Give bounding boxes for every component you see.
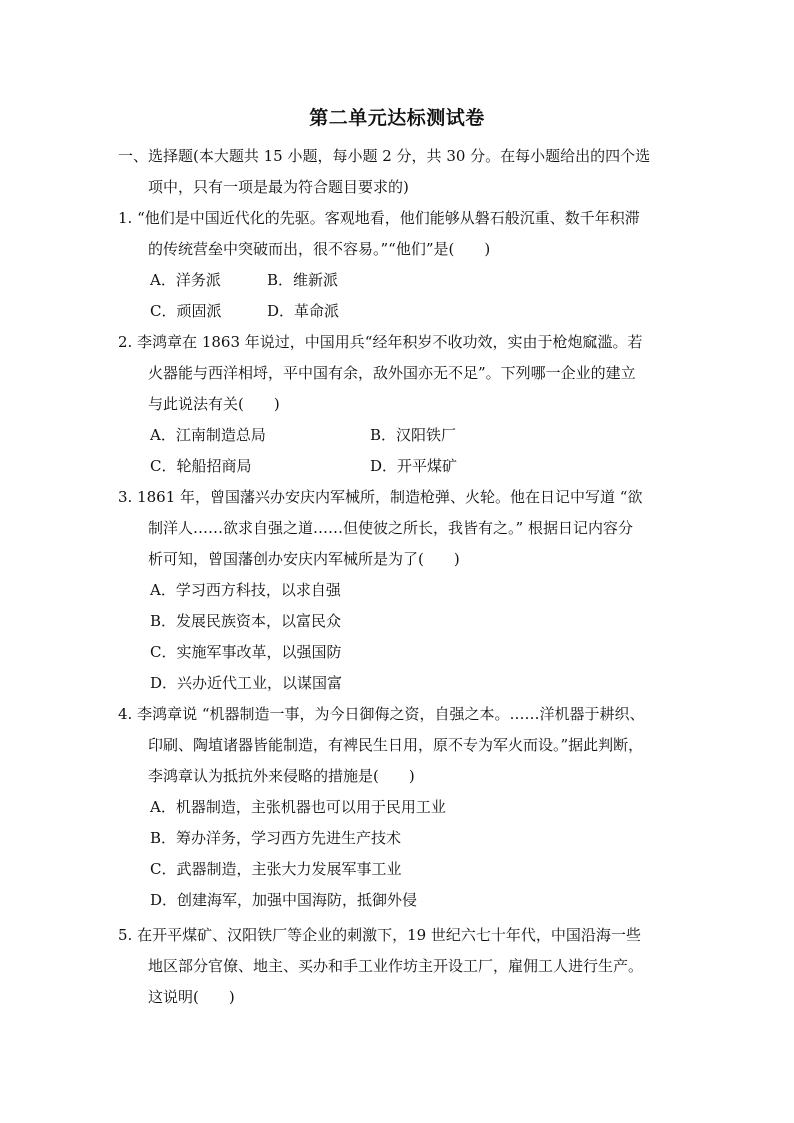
- question-1-option-d: D．革命派: [267, 302, 340, 320]
- question-3-line-2: 制洋人……欲求自强之道……但使彼之所长，我皆有之。” 根据日记内容分: [148, 519, 633, 537]
- section-instructions-line-1: 一、选择题(本大题共 15 小题，每小题 2 分，共 30 分。在每小题给出的四个选: [118, 147, 651, 165]
- page-title: 第二单元达标测试卷: [309, 107, 485, 129]
- question-1-option-b: B．维新派: [267, 271, 339, 289]
- question-3-option-c: C．实施军事改革，以强国防: [150, 643, 342, 661]
- question-2-option-a: A．江南制造总局: [150, 426, 266, 444]
- question-4-option-c: C．武器制造，主张大力发展军事工业: [150, 860, 402, 878]
- question-1-option-c: C．顽固派: [150, 302, 222, 320]
- question-3-option-d: D．兴办近代工业，以谋国富: [150, 674, 343, 692]
- question-4-line-3: 李鸿章认为抵抗外来侵略的措施是( ): [148, 767, 415, 785]
- question-4-line-1: 4. 李鸿章说 “机器制造一事，为今日御侮之资，自强之本。……洋机器于耕织、: [118, 705, 645, 723]
- question-2-line-2: 火器能与西洋相埒，平中国有余，敌外国亦无不足”。下列哪一企业的建立: [148, 364, 636, 382]
- question-3-line-3: 析可知，曾国藩创办安庆内军械所是为了( ): [148, 550, 460, 568]
- question-3-option-a: A．学习西方科技，以求自强: [150, 581, 341, 599]
- question-2-option-c: C．轮船招商局: [150, 457, 252, 475]
- question-5-line-2: 地区部分官僚、地主、买办和手工业作坊主开设工厂，雇佣工人进行生产。: [148, 957, 644, 975]
- question-3-line-1: 3. 1861 年，曾国藩兴办安庆内军械所，制造枪弹、火轮。他在日记中写道 “欲: [118, 488, 643, 506]
- question-1-line-2: 的传统营垒中突破而出，很不容易。”“他们”是( ): [148, 240, 491, 258]
- question-4-option-b: B．筹办洋务，学习西方先进生产技术: [150, 829, 402, 847]
- question-1-option-a: A．洋务派: [150, 271, 221, 289]
- question-4-line-2: 印刷、陶埴诸器皆能制造，有裨民生日用，原不专为军火而设。”据此判断，: [148, 736, 644, 754]
- question-3-option-b: B．发展民族资本，以富民众: [150, 612, 342, 630]
- question-5-line-1: 5. 在开平煤矿、汉阳铁厂等企业的刺激下，19 世纪六七十年代，中国沿海一些: [118, 926, 641, 944]
- question-4-option-a: A．机器制造，主张机器也可以用于民用工业: [150, 798, 446, 816]
- question-5-line-3: 这说明( ): [148, 988, 235, 1006]
- question-2-option-b: B．汉阳铁厂: [370, 426, 457, 444]
- question-2-option-d: D．开平煤矿: [370, 457, 458, 475]
- section-instructions-line-2: 项中，只有一项是最为符合题目要求的): [148, 178, 409, 196]
- question-1-line-1: 1. “他们是中国近代化的先驱。客观地看，他们能够从磐石般沉重、数千年积滞: [118, 209, 640, 227]
- question-4-option-d: D．创建海军，加强中国海防，抵御外侵: [150, 891, 418, 909]
- question-2-line-1: 2. 李鸿章在 1863 年说过，中国用兵“经年积岁不收功效，实由于枪炮窳滥。若: [118, 333, 643, 351]
- question-2-line-3: 与此说法有关( ): [148, 395, 280, 413]
